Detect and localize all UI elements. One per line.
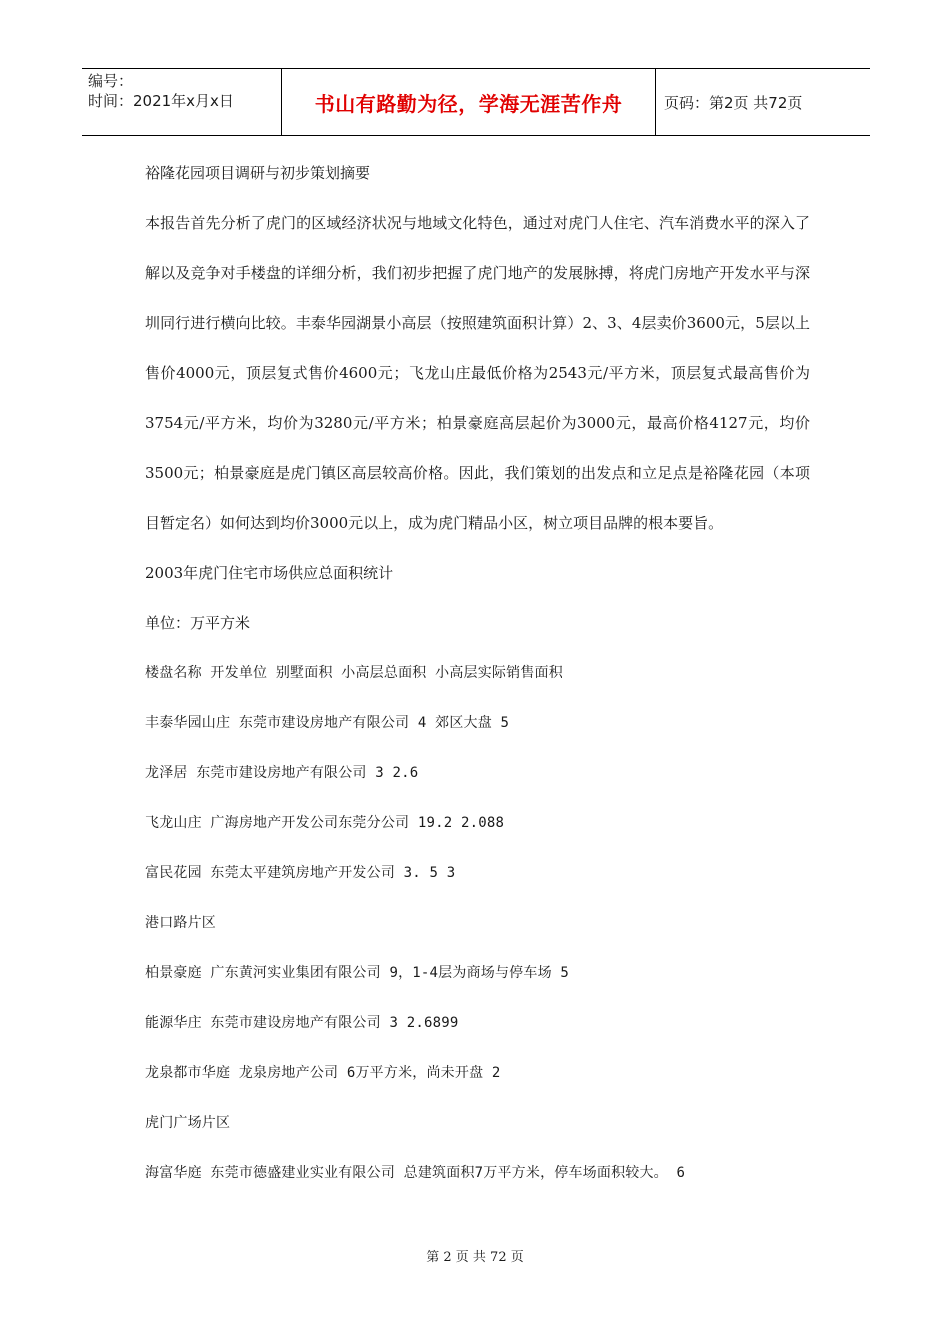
table-row: 丰泰华园山庄 东莞市建设房地产有限公司 4 郊区大盘 5: [145, 715, 510, 731]
header-page-info: 页码：第2页 共72页: [664, 93, 803, 112]
header-number-label: 编号：: [88, 72, 134, 90]
table-row: 龙泽居 东莞市建设房地产有限公司 3 2.6: [145, 765, 419, 781]
stats-title: 2003年虎门住宅市场供应总面积统计: [145, 564, 394, 582]
document-title: 裕隆花园项目调研与初步策划摘要: [145, 164, 371, 182]
intro-paragraph: 本报告首先分析了虎门的区域经济状况与地域文化特色，通过对虎门人住宅、汽车消费水平的深入了解以及竞争对手楼盘的详细分析，我们初步把握了虎门地产的发展脉搏，将虎门房地产开发水平与深圳同行进行横向比较。丰泰华园湖景小高层（按照建筑面积计算）2、3、4层卖价3600元，5层以上售价4000元，顶层复式售价4600元；飞龙山庄最低价格为2543元/平方米，顶层复式最高售价为3754元/平方米，均价为3280元/平方米；柏景豪庭高层起价为3000元，最高价格4127元，均价3500元；柏景豪庭是虎门镇区高层较高价格。因此，我们策划的出发点和立足点是裕隆花园（本项目暂定名）如何达到均价3000元以上，成为虎门精品小区，树立项目品牌的根本要旨。: [145, 214, 810, 532]
page-footer: 第 2 页 共 72 页: [426, 1250, 524, 1265]
table-header-line: 楼盘名称 开发单位 别墅面积 小高层总面积 小高层实际销售面积: [145, 665, 563, 681]
page-header: [82, 68, 870, 136]
header-motto: 书山有路勤为径，学海无涯苦作舟: [282, 69, 656, 135]
document-body: [145, 148, 810, 1198]
table-row: 飞龙山庄 广海房地产开发公司东莞分公司 19.2 2.088: [145, 815, 505, 831]
table-row: 海富华庭 东莞市德盛建业实业有限公司 总建筑面积7万平方米，停车场面积较大。 6: [145, 1165, 686, 1181]
table-row: 龙泉都市华庭 龙泉房地产公司 6万平方米，尚未开盘 2: [145, 1065, 501, 1081]
header-time-label: 时间：2021年x月x日: [88, 92, 234, 110]
section-label-gangkou: 港口路片区: [145, 915, 216, 931]
table-row: 能源华庄 东莞市建设房地产有限公司 3 2.6899: [145, 1015, 459, 1031]
unit-line: 单位：万平方米: [145, 614, 251, 632]
section-label-humen-square: 虎门广场片区: [145, 1115, 231, 1131]
table-row: 富民花园 东莞太平建筑房地产开发公司 3. 5 3: [145, 865, 456, 881]
header-meta: [82, 69, 282, 135]
table-row: 柏景豪庭 广东黄河实业集团有限公司 9，1-4层为商场与停车场 5: [145, 965, 570, 981]
